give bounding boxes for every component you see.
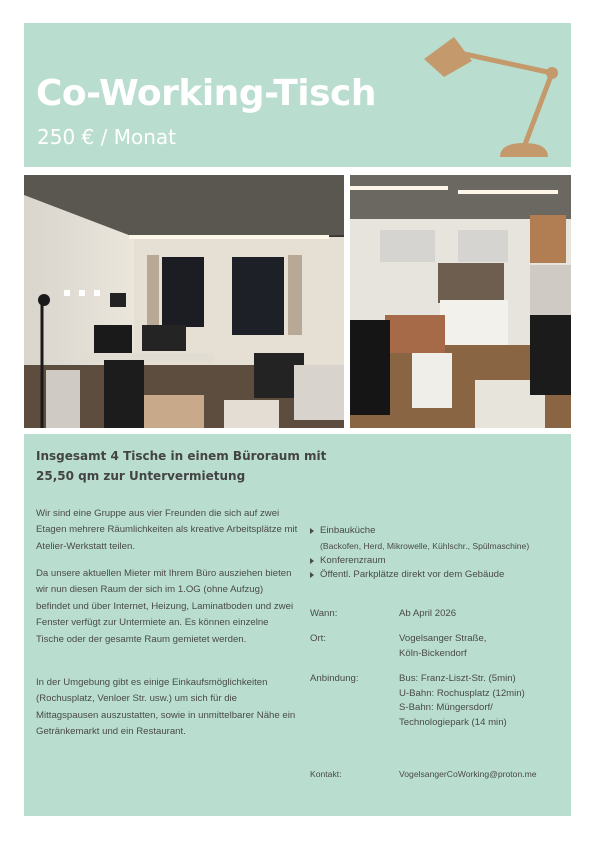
contact-email-link[interactable]: VogelsangerCoWorking@proton.me <box>399 769 537 779</box>
ort-line-2: Köln-Bickendorf <box>399 647 467 659</box>
feature-item <box>309 524 569 539</box>
header-banner <box>24 23 571 167</box>
ort-line-1: Vogelsanger Straße, <box>399 633 487 644</box>
office-photo-left <box>24 175 344 428</box>
anbindung-line: Technologiepark (14 min) <box>399 716 507 728</box>
anbindung-line: Bus: Franz-Liszt-Str. (5min) <box>399 673 516 684</box>
anbindung-label: Anbindung: <box>310 673 359 684</box>
bullet-icon <box>310 528 314 534</box>
intro-paragraph: Wir sind eine Gruppe aus vier Freunden die sich auf zwei Etagen mehrere Räumlichkeiten als kreative Arbeitsplätze mit Atelier-Werkstatt teilen. <box>36 508 298 552</box>
bullet-icon <box>310 558 314 564</box>
price-label: 250 € / Monat <box>37 125 176 149</box>
feature-label: Konferenzraum <box>320 554 386 566</box>
surroundings-paragraph: In der Umgebung gibt es einige Einkaufsmöglichkeiten (Rochusplatz, Venloer Str. usw.) um sich für die Mittagspausen auszustatten, sowie in unmittelbarer Nähe ein Getränkemarkt und ein Restaurant. <box>36 677 296 738</box>
bullet-icon <box>310 572 314 578</box>
wann-label: Wann: <box>310 608 338 619</box>
office-photo-right <box>350 175 571 428</box>
feature-label: Öffentl. Parkplätze direkt vor dem Gebäude <box>320 569 505 580</box>
feature-label: Einbauküche <box>320 525 376 536</box>
feature-item <box>309 568 569 583</box>
kontakt-label: Kontakt: <box>310 769 342 779</box>
page-title: Co-Working-Tisch <box>36 73 377 114</box>
anbindung-line: U-Bahn: Rochusplatz (12min) <box>399 687 525 699</box>
details-panel <box>24 434 571 816</box>
ort-label: Ort: <box>310 633 326 644</box>
desk-lamp-icon <box>424 31 564 161</box>
wann-value: Ab April 2026 <box>399 608 457 619</box>
description-paragraph: Da unsere aktuellen Mieter mit Ihrem Büro ausziehen bieten wir nun diesen Raum der sich im 1.OG (ohne Aufzug) befindet und über Internet, Heizung, Laminatboden und zwei Fenster verfügt zur Untermiete an. Es können einzelne Tische oder der gesamte Raum gemietet werden. <box>36 568 294 645</box>
anbindung-value <box>399 672 574 730</box>
feature-item <box>309 554 569 569</box>
feature-list <box>309 524 569 583</box>
headline: Insgesamt 4 Tische in einem Büroraum mit 25,50 qm zur Untervermietung <box>36 449 327 483</box>
ort-value <box>399 632 574 661</box>
feature-detail: (Backofen, Herd, Mikrowelle, Kühlschr., Spülmaschine) <box>320 540 530 551</box>
anbindung-line: S-Bahn: Müngersdorf/ <box>399 702 493 713</box>
